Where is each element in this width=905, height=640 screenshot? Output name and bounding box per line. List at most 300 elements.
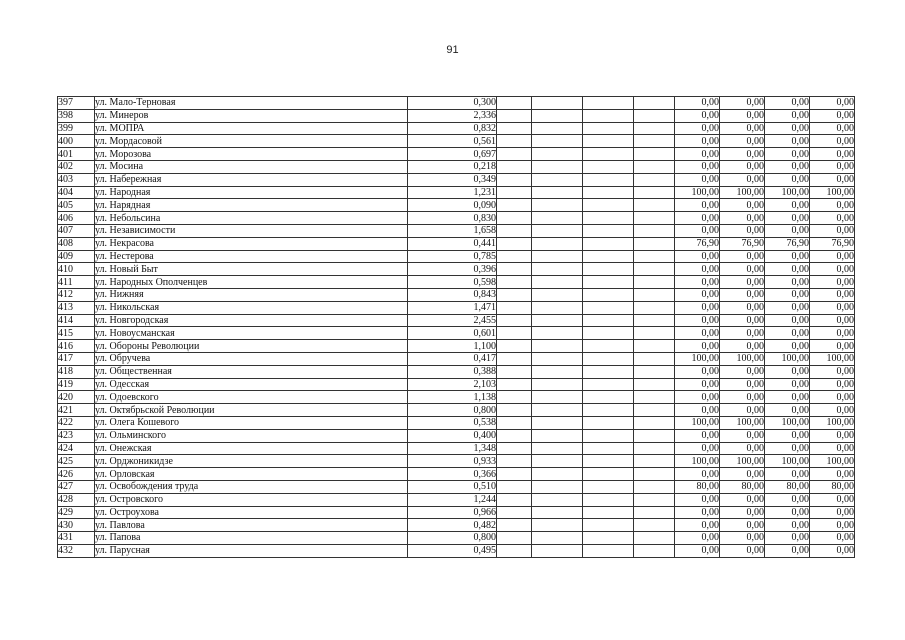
- street-length: 1,231: [408, 186, 497, 199]
- empty-cell: [497, 352, 532, 365]
- row-number: 408: [58, 237, 95, 250]
- street-name: ул. Небольсина: [95, 212, 408, 225]
- street-name: ул. Обороны Революции: [95, 340, 408, 353]
- row-number: 426: [58, 468, 95, 481]
- street-name: ул. Некрасова: [95, 237, 408, 250]
- row-number: 427: [58, 480, 95, 493]
- row-number: 429: [58, 506, 95, 519]
- value-cell-4: 100,00: [810, 455, 855, 468]
- empty-cell: [634, 378, 675, 391]
- empty-cell: [583, 237, 634, 250]
- value-cell-3: 0,00: [765, 224, 810, 237]
- street-name: ул. Новый Быт: [95, 263, 408, 276]
- value-cell-3: 0,00: [765, 97, 810, 110]
- value-cell-2: 0,00: [720, 263, 765, 276]
- row-number: 415: [58, 327, 95, 340]
- street-length: 0,396: [408, 263, 497, 276]
- empty-cell: [497, 263, 532, 276]
- empty-cell: [634, 532, 675, 545]
- empty-cell: [532, 263, 583, 276]
- empty-cell: [634, 148, 675, 161]
- empty-cell: [634, 301, 675, 314]
- empty-cell: [634, 276, 675, 289]
- value-cell-4: 0,00: [810, 276, 855, 289]
- empty-cell: [497, 173, 532, 186]
- value-cell-4: 76,90: [810, 237, 855, 250]
- table-row: [58, 314, 855, 327]
- value-cell-2: 0,00: [720, 506, 765, 519]
- street-name: ул. Нестерова: [95, 250, 408, 263]
- empty-cell: [583, 480, 634, 493]
- street-length: 0,510: [408, 480, 497, 493]
- value-cell-3: 76,90: [765, 237, 810, 250]
- empty-cell: [583, 122, 634, 135]
- empty-cell: [634, 340, 675, 353]
- value-cell-3: 100,00: [765, 352, 810, 365]
- row-number: 421: [58, 404, 95, 417]
- value-cell-3: 80,00: [765, 480, 810, 493]
- value-cell-1: 0,00: [675, 135, 720, 148]
- empty-cell: [634, 416, 675, 429]
- street-name: ул. Одесская: [95, 378, 408, 391]
- empty-cell: [497, 506, 532, 519]
- empty-cell: [532, 404, 583, 417]
- table-row: [58, 224, 855, 237]
- empty-cell: [583, 532, 634, 545]
- street-name: ул. Общественная: [95, 365, 408, 378]
- value-cell-2: 0,00: [720, 378, 765, 391]
- table-row: [58, 276, 855, 289]
- street-length: 0,441: [408, 237, 497, 250]
- value-cell-2: 0,00: [720, 314, 765, 327]
- empty-cell: [634, 199, 675, 212]
- value-cell-2: 0,00: [720, 160, 765, 173]
- row-number: 397: [58, 97, 95, 110]
- value-cell-1: 0,00: [675, 340, 720, 353]
- street-length: 1,100: [408, 340, 497, 353]
- empty-cell: [634, 365, 675, 378]
- value-cell-2: 0,00: [720, 212, 765, 225]
- street-length: 0,933: [408, 455, 497, 468]
- empty-cell: [532, 237, 583, 250]
- street-length: 0,400: [408, 429, 497, 442]
- empty-cell: [532, 468, 583, 481]
- value-cell-3: 0,00: [765, 468, 810, 481]
- value-cell-3: 0,00: [765, 135, 810, 148]
- value-cell-2: 0,00: [720, 276, 765, 289]
- value-cell-4: 0,00: [810, 442, 855, 455]
- empty-cell: [583, 109, 634, 122]
- table-row: [58, 506, 855, 519]
- table-row: [58, 186, 855, 199]
- empty-cell: [497, 276, 532, 289]
- value-cell-4: 0,00: [810, 135, 855, 148]
- empty-cell: [583, 340, 634, 353]
- street-name: ул. Остроухова: [95, 506, 408, 519]
- row-number: 432: [58, 544, 95, 557]
- value-cell-1: 100,00: [675, 455, 720, 468]
- empty-cell: [532, 442, 583, 455]
- empty-cell: [532, 276, 583, 289]
- value-cell-1: 0,00: [675, 276, 720, 289]
- table-row: [58, 301, 855, 314]
- row-number: 424: [58, 442, 95, 455]
- empty-cell: [583, 391, 634, 404]
- value-cell-2: 0,00: [720, 301, 765, 314]
- empty-cell: [583, 250, 634, 263]
- empty-cell: [497, 493, 532, 506]
- empty-cell: [532, 288, 583, 301]
- empty-cell: [583, 276, 634, 289]
- empty-cell: [532, 199, 583, 212]
- empty-cell: [634, 97, 675, 110]
- street-length: 0,417: [408, 352, 497, 365]
- value-cell-3: 0,00: [765, 544, 810, 557]
- empty-cell: [497, 404, 532, 417]
- empty-cell: [497, 365, 532, 378]
- street-length: 0,349: [408, 173, 497, 186]
- row-number: 412: [58, 288, 95, 301]
- empty-cell: [497, 429, 532, 442]
- value-cell-3: 0,00: [765, 148, 810, 161]
- street-length: 0,495: [408, 544, 497, 557]
- value-cell-4: 0,00: [810, 224, 855, 237]
- value-cell-2: 0,00: [720, 327, 765, 340]
- empty-cell: [634, 250, 675, 263]
- value-cell-4: 0,00: [810, 160, 855, 173]
- street-length: 0,388: [408, 365, 497, 378]
- empty-cell: [532, 352, 583, 365]
- empty-cell: [634, 327, 675, 340]
- table-row: [58, 532, 855, 545]
- street-name: ул. Мордасовой: [95, 135, 408, 148]
- value-cell-4: 0,00: [810, 97, 855, 110]
- value-cell-4: 0,00: [810, 429, 855, 442]
- street-length: 2,455: [408, 314, 497, 327]
- empty-cell: [634, 544, 675, 557]
- empty-cell: [583, 455, 634, 468]
- value-cell-4: 0,00: [810, 301, 855, 314]
- value-cell-2: 0,00: [720, 519, 765, 532]
- row-number: 399: [58, 122, 95, 135]
- row-number: 404: [58, 186, 95, 199]
- value-cell-1: 0,00: [675, 199, 720, 212]
- row-number: 414: [58, 314, 95, 327]
- street-length: 0,843: [408, 288, 497, 301]
- row-number: 409: [58, 250, 95, 263]
- value-cell-4: 80,00: [810, 480, 855, 493]
- value-cell-4: 0,00: [810, 544, 855, 557]
- value-cell-4: 0,00: [810, 378, 855, 391]
- value-cell-3: 0,00: [765, 442, 810, 455]
- value-cell-1: 100,00: [675, 186, 720, 199]
- value-cell-2: 100,00: [720, 455, 765, 468]
- value-cell-3: 0,00: [765, 429, 810, 442]
- empty-cell: [532, 97, 583, 110]
- empty-cell: [634, 186, 675, 199]
- street-length: 1,658: [408, 224, 497, 237]
- value-cell-1: 0,00: [675, 212, 720, 225]
- empty-cell: [497, 160, 532, 173]
- empty-cell: [497, 199, 532, 212]
- value-cell-2: 0,00: [720, 250, 765, 263]
- street-length: 0,697: [408, 148, 497, 161]
- row-number: 416: [58, 340, 95, 353]
- value-cell-2: 0,00: [720, 404, 765, 417]
- street-name: ул. Набережная: [95, 173, 408, 186]
- value-cell-2: 100,00: [720, 416, 765, 429]
- value-cell-3: 100,00: [765, 416, 810, 429]
- empty-cell: [583, 97, 634, 110]
- value-cell-3: 100,00: [765, 186, 810, 199]
- empty-cell: [583, 263, 634, 276]
- table-row: [58, 391, 855, 404]
- empty-cell: [497, 148, 532, 161]
- empty-cell: [532, 135, 583, 148]
- street-name: ул. Морозова: [95, 148, 408, 161]
- table-row: [58, 135, 855, 148]
- row-number: 411: [58, 276, 95, 289]
- value-cell-3: 0,00: [765, 314, 810, 327]
- row-number: 419: [58, 378, 95, 391]
- street-name: ул. Парусная: [95, 544, 408, 557]
- street-name: ул. Народная: [95, 186, 408, 199]
- empty-cell: [497, 532, 532, 545]
- street-name: ул. Нарядная: [95, 199, 408, 212]
- street-length: 1,138: [408, 391, 497, 404]
- street-length: 0,601: [408, 327, 497, 340]
- value-cell-2: 0,00: [720, 97, 765, 110]
- table-row: [58, 109, 855, 122]
- row-number: 401: [58, 148, 95, 161]
- value-cell-2: 0,00: [720, 532, 765, 545]
- value-cell-3: 0,00: [765, 404, 810, 417]
- value-cell-2: 0,00: [720, 288, 765, 301]
- table-row: [58, 480, 855, 493]
- value-cell-3: 0,00: [765, 301, 810, 314]
- value-cell-4: 0,00: [810, 109, 855, 122]
- street-length: 2,103: [408, 378, 497, 391]
- value-cell-1: 0,00: [675, 314, 720, 327]
- value-cell-2: 76,90: [720, 237, 765, 250]
- empty-cell: [532, 340, 583, 353]
- value-cell-2: 100,00: [720, 352, 765, 365]
- empty-cell: [583, 442, 634, 455]
- empty-cell: [532, 224, 583, 237]
- empty-cell: [497, 519, 532, 532]
- value-cell-1: 0,00: [675, 493, 720, 506]
- empty-cell: [532, 429, 583, 442]
- empty-cell: [532, 327, 583, 340]
- table-row: [58, 148, 855, 161]
- value-cell-3: 0,00: [765, 122, 810, 135]
- value-cell-3: 0,00: [765, 160, 810, 173]
- row-number: 413: [58, 301, 95, 314]
- empty-cell: [583, 327, 634, 340]
- empty-cell: [497, 416, 532, 429]
- value-cell-4: 0,00: [810, 391, 855, 404]
- value-cell-4: 0,00: [810, 250, 855, 263]
- empty-cell: [583, 224, 634, 237]
- empty-cell: [583, 288, 634, 301]
- empty-cell: [532, 314, 583, 327]
- table-row: [58, 327, 855, 340]
- street-length: 1,471: [408, 301, 497, 314]
- row-number: 422: [58, 416, 95, 429]
- empty-cell: [634, 455, 675, 468]
- row-number: 405: [58, 199, 95, 212]
- empty-cell: [583, 429, 634, 442]
- empty-cell: [583, 493, 634, 506]
- value-cell-4: 0,00: [810, 314, 855, 327]
- empty-cell: [532, 122, 583, 135]
- empty-cell: [532, 532, 583, 545]
- value-cell-4: 0,00: [810, 519, 855, 532]
- empty-cell: [497, 122, 532, 135]
- value-cell-3: 100,00: [765, 455, 810, 468]
- value-cell-3: 0,00: [765, 173, 810, 186]
- row-number: 407: [58, 224, 95, 237]
- street-name: ул. Новоусманская: [95, 327, 408, 340]
- street-length: 0,090: [408, 199, 497, 212]
- value-cell-4: 100,00: [810, 416, 855, 429]
- empty-cell: [497, 455, 532, 468]
- row-number: 410: [58, 263, 95, 276]
- value-cell-2: 0,00: [720, 365, 765, 378]
- empty-cell: [497, 340, 532, 353]
- value-cell-3: 0,00: [765, 327, 810, 340]
- empty-cell: [497, 186, 532, 199]
- value-cell-1: 100,00: [675, 352, 720, 365]
- value-cell-1: 0,00: [675, 263, 720, 276]
- empty-cell: [634, 352, 675, 365]
- value-cell-2: 0,00: [720, 122, 765, 135]
- empty-cell: [583, 212, 634, 225]
- table-row: [58, 288, 855, 301]
- empty-cell: [634, 122, 675, 135]
- empty-cell: [583, 301, 634, 314]
- empty-cell: [583, 416, 634, 429]
- value-cell-3: 0,00: [765, 519, 810, 532]
- street-length: 0,482: [408, 519, 497, 532]
- street-length: 0,561: [408, 135, 497, 148]
- street-name: ул. Орджоникидзе: [95, 455, 408, 468]
- value-cell-1: 0,00: [675, 224, 720, 237]
- street-length: 0,598: [408, 276, 497, 289]
- table-row: [58, 263, 855, 276]
- value-cell-4: 0,00: [810, 212, 855, 225]
- table-row: [58, 237, 855, 250]
- empty-cell: [634, 468, 675, 481]
- table-row: [58, 250, 855, 263]
- table-row: [58, 416, 855, 429]
- row-number: 431: [58, 532, 95, 545]
- value-cell-1: 0,00: [675, 506, 720, 519]
- row-number: 398: [58, 109, 95, 122]
- empty-cell: [583, 314, 634, 327]
- value-cell-1: 0,00: [675, 122, 720, 135]
- empty-cell: [497, 212, 532, 225]
- empty-cell: [583, 365, 634, 378]
- value-cell-2: 0,00: [720, 148, 765, 161]
- row-number: 430: [58, 519, 95, 532]
- value-cell-4: 0,00: [810, 327, 855, 340]
- empty-cell: [634, 224, 675, 237]
- row-number: 417: [58, 352, 95, 365]
- value-cell-3: 0,00: [765, 493, 810, 506]
- street-name: ул. Павлова: [95, 519, 408, 532]
- row-number: 418: [58, 365, 95, 378]
- value-cell-3: 0,00: [765, 109, 810, 122]
- value-cell-2: 0,00: [720, 429, 765, 442]
- street-length: 0,800: [408, 532, 497, 545]
- street-name: ул. Никольская: [95, 301, 408, 314]
- value-cell-3: 0,00: [765, 340, 810, 353]
- value-cell-1: 80,00: [675, 480, 720, 493]
- row-number: 428: [58, 493, 95, 506]
- value-cell-4: 0,00: [810, 148, 855, 161]
- table-row: [58, 352, 855, 365]
- table-body: [58, 97, 855, 558]
- empty-cell: [634, 160, 675, 173]
- empty-cell: [532, 378, 583, 391]
- empty-cell: [497, 250, 532, 263]
- row-number: 403: [58, 173, 95, 186]
- row-number: 425: [58, 455, 95, 468]
- street-name: ул. Обручева: [95, 352, 408, 365]
- street-name: ул. Мало-Терновая: [95, 97, 408, 110]
- value-cell-2: 0,00: [720, 468, 765, 481]
- table-row: [58, 429, 855, 442]
- empty-cell: [583, 352, 634, 365]
- empty-cell: [532, 365, 583, 378]
- empty-cell: [497, 135, 532, 148]
- empty-cell: [497, 391, 532, 404]
- value-cell-3: 0,00: [765, 365, 810, 378]
- value-cell-3: 0,00: [765, 263, 810, 276]
- empty-cell: [634, 237, 675, 250]
- street-name: ул. Минеров: [95, 109, 408, 122]
- value-cell-4: 0,00: [810, 493, 855, 506]
- value-cell-4: 0,00: [810, 173, 855, 186]
- value-cell-1: 0,00: [675, 173, 720, 186]
- row-number: 400: [58, 135, 95, 148]
- empty-cell: [497, 224, 532, 237]
- value-cell-4: 100,00: [810, 186, 855, 199]
- street-name: ул. Онежская: [95, 442, 408, 455]
- value-cell-2: 0,00: [720, 391, 765, 404]
- empty-cell: [583, 199, 634, 212]
- empty-cell: [583, 468, 634, 481]
- empty-cell: [583, 148, 634, 161]
- street-length: 0,830: [408, 212, 497, 225]
- empty-cell: [497, 314, 532, 327]
- value-cell-2: 0,00: [720, 199, 765, 212]
- value-cell-2: 0,00: [720, 442, 765, 455]
- empty-cell: [532, 544, 583, 557]
- value-cell-2: 0,00: [720, 109, 765, 122]
- street-name: ул. Новгородская: [95, 314, 408, 327]
- empty-cell: [532, 455, 583, 468]
- street-length: 0,538: [408, 416, 497, 429]
- value-cell-1: 76,90: [675, 237, 720, 250]
- street-name: ул. Нижняя: [95, 288, 408, 301]
- value-cell-1: 0,00: [675, 250, 720, 263]
- table-row: [58, 340, 855, 353]
- table-row: [58, 212, 855, 225]
- street-name: ул. Октябрьской Революции: [95, 404, 408, 417]
- street-name: ул. Народных Ополченцев: [95, 276, 408, 289]
